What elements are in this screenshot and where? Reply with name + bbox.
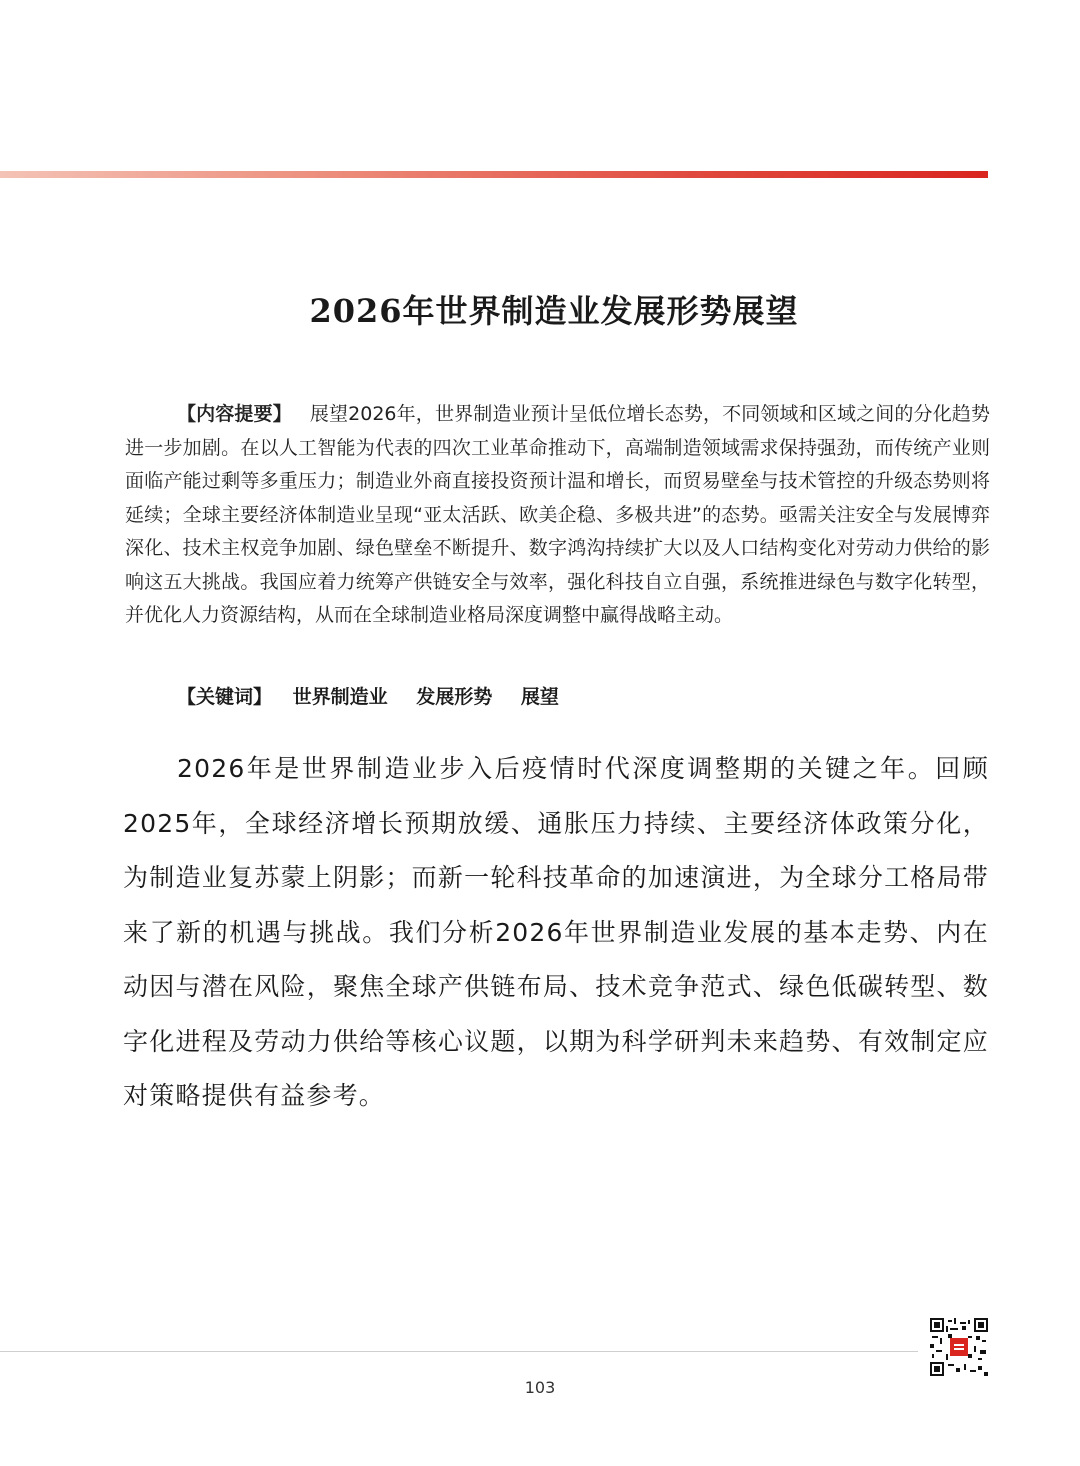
keyword: 世界制造业: [292, 686, 388, 708]
keyword: 展望: [520, 686, 559, 708]
keyword: 发展形势: [416, 686, 493, 708]
page-title: 2026年世界制造业发展形势展望: [309, 292, 799, 330]
qr-code-icon: [930, 1318, 988, 1376]
abstract-label: 【内容提要】: [177, 403, 292, 425]
keywords-section: [177, 682, 581, 712]
header-rule: [0, 171, 988, 178]
abstract-text: 展望2026年，世界制造业预计呈低位增长态势，不同领域和区域之间的分化趋势进一步加剧。在以人工智能为代表的四次工业革命推动下，高端制造领域需求保持强劲，而传统产业则面临产能过剩等多重压力；制造业外商直接投资预计温和增长，而贸易壁垒与技术管控的升级态势则将延续；全球主要经济体制造业呈现“亚太活跃、欧美企稳、多极共进”的态势。亟需关注安全与发展博弈深化、技术主权竞争加剧、绿色壁垒不断提升、数字鸿沟持续扩大以及人口结构变化对劳动力供给的影响这五大挑战。我国应着力统筹产供链安全与效率，强化科技自立自强，系统推进绿色与数字化转型，并优化人力资源结构，从而在全球制造业格局深度调整中赢得战略主动。: [125, 403, 990, 626]
footer-rule: [0, 1351, 918, 1352]
keywords-label: 【关键词】: [177, 686, 273, 708]
abstract-section: [125, 398, 990, 633]
body-paragraph: 2026年是世界制造业步入后疫情时代深度调整期的关键之年。回顾2025年，全球经济增长预期放缓、通胀压力持续、主要经济体政策分化，为制造业复苏蒙上阴影；而新一轮科技革命的加速演进，为全球分工格局带来了新的机遇与挑战。我们分析2026年世界制造业发展的基本走势、内在动因与潜在风险，聚焦全球产供链布局、技术竞争范式、绿色低碳转型、数字化进程及劳动力供给等核心议题，以期为科学研判未来趋势、有效制定应对策略提供有益参考。: [123, 754, 989, 1110]
page-number: 103: [524, 1378, 556, 1397]
